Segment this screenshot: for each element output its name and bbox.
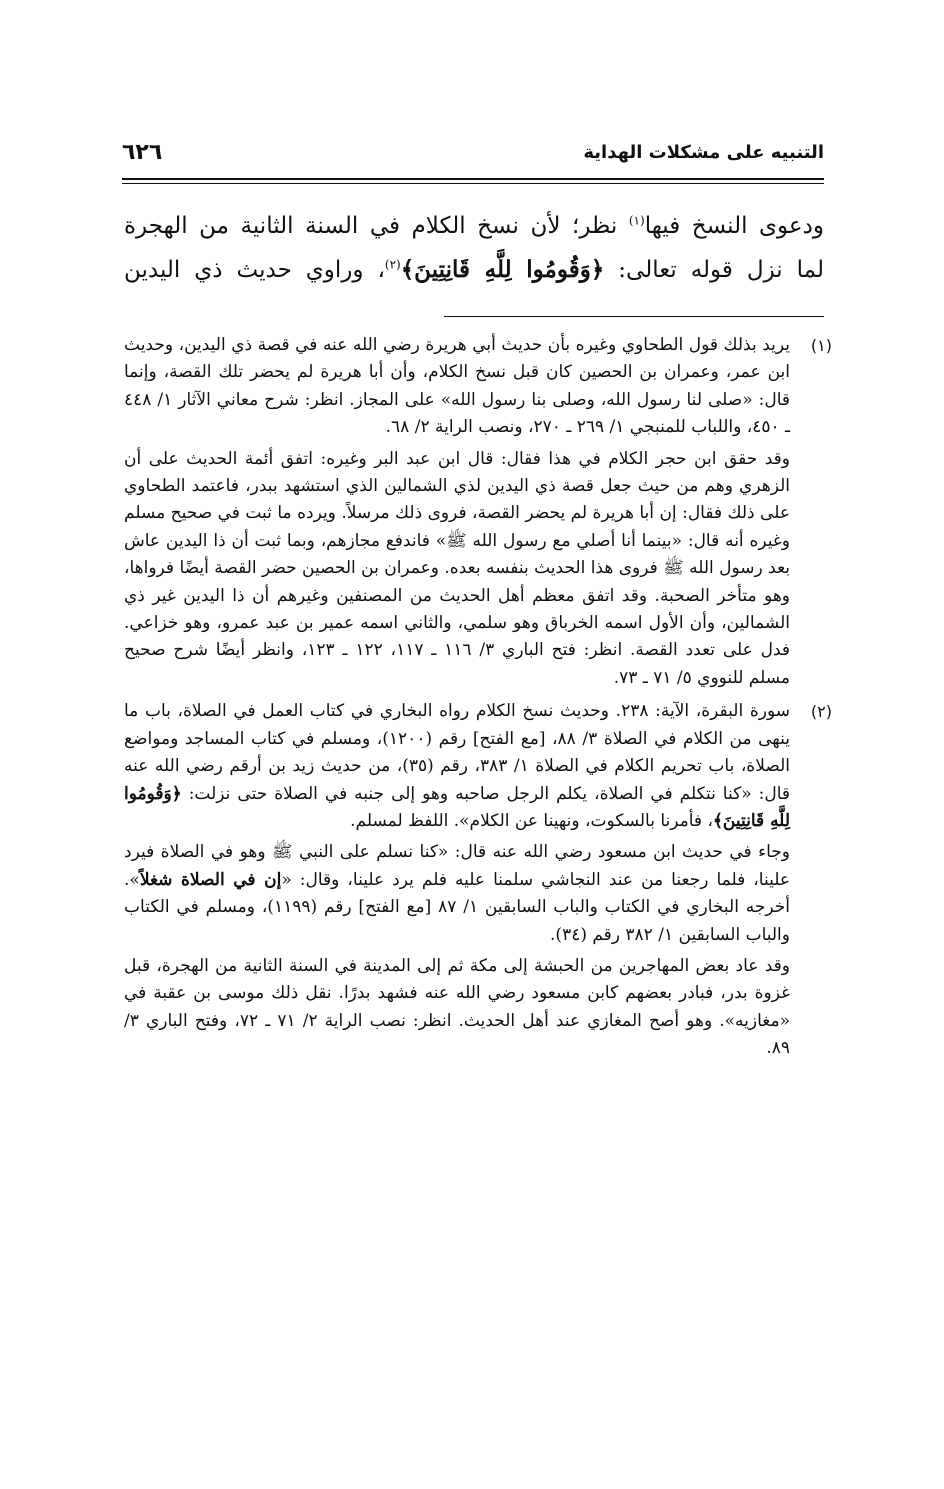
footnotes	[124, 332, 832, 1069]
header-title: التنبيه على مشكلات الهداية	[583, 142, 824, 163]
footnote-paragraph: وقد عاد بعض المهاجرين من الحبشة إلى مكة ثم إلى المدينة في السنة الثانية من الهجرة، قبل غزوة بدر، فبادر بعضهم كابن مسعود رضي الله عنه فشهد بدرًا. نقل ذلك موسى بن عقبة في «مغازيه». وهو أصح المغازي عند أهل الحديث. انظر: نصب الراية ٢/ ٧١ ـ ٧٢، وفتح الباري ٣/ ٨٩.	[124, 955, 791, 1059]
footnote-number: (٢)	[810, 702, 832, 722]
footnote-1	[124, 332, 832, 692]
quran-verse: ﴿وَقُومُوا لِلَّهِ قَانِتِينَ﴾	[124, 783, 790, 831]
hadith-quote: إن في الصلاة شغلاً	[139, 869, 282, 890]
running-header	[122, 140, 824, 176]
main-text-line: ودعوى النسخ فيها$^{(١)}$ نظر؛ لأن نسخ الكلام في السنة الثانية من الهجرة	[124, 213, 824, 239]
header-rule	[122, 178, 824, 180]
footnote-paragraph: وقد حقق ابن حجر الكلام في هذا فقال: قال ابن عبد البر وغيره: اتفق أئمة الحديث على أن الزهري وهم من حيث جعل قصة ذي اليدين لذي الشمالين الذي استشهد ببدر، فاعتمد الطحاوي على ذلك فقال: إن أبا هريرة لم يحضر القصة، فروى ذلك مرسلاً. ويرده ما ثبت في صحيح مسلم وغيره أنه قال: «بينما أنا أصلي مع رسول الله ﷺ» فاندفع مجازهم، وبما ثبت أن ذا اليدين عاش بعد رسول الله ﷺ فروى هذا الحديث بنفسه بعده. وعمران بن الحصين حضر القصة أيضًا فرواها، وهو متأخر الصحبة. وقد اتفق معظم أهل الحديث من المصنفين وغيرهم أن ذا اليدين غير ذي الشمالين، وأن الأول اسمه الخرباق وهو سلمي، والثاني اسمه عمير بن عبد عمرو، وهو خزاعي. فدل على تعدد القصة. انظر: فتح الباري ٣/ ١١٦ ـ ١١٧، ١٢٢ ـ ١٢٣، وانظر أيضًا شرح صحيح مسلم للنووي ٥/ ٧١ ـ ٧٣.	[123, 448, 791, 688]
main-text-line: لما نزل قوله تعالى: ﴿وَقُومُوا لِلَّهِ قَانِتِينَ﴾$^{(٢)}$، وراوي حديث ذي اليدين	[124, 256, 824, 283]
footnote-paragraph: سورة البقرة، الآية: ٢٣٨. وحديث نسخ الكلام رواه البخاري في كتاب العمل في الصلاة، باب ما ينهى من الكلام في الصلاة ٣/ ٨٨، [مع الفتح] رقم (١٢٠٠)، ومسلم في كتاب المساجد ومواضع الصلاة، باب تحريم الكلام في الصلاة ١/ ٣٨٣، رقم (٣٥)، من حديث زيد بن أرقم رضي الله عنه قال: «كنا نتكلم في الصلاة، يكلم الرجل صاحبه وهو إلى جنبه في الصلاة حتى نزلت: ﴿وَقُومُوا لِلَّهِ قَانِتِينَ﴾، فأمرنا بالسكوت، ونهينا عن الكلام». اللفظ لمسلم.	[124, 701, 791, 831]
footnote-separator	[444, 316, 824, 317]
footnote-paragraph: يريد بذلك قول الطحاوي وغيره بأن حديث أبي هريرة رضي الله عنه في قصة ذي اليدين، وحديث ابن عمر، وعمران بن الحصين كان قبل نسخ الكلام، وأن أبا هريرة لم يحضر تلك القصة، وإنما قال: «صلى لنا رسول الله، وصلى بنا رسول الله» على المجاز. انظر: شرح معاني الآثار ١/ ٤٤٨ ـ ٤٥٠، واللباب للمنبجي ١/ ٢٦٩ ـ ٢٧٠، ونصب الراية ٢/ ٦٨.	[124, 335, 790, 438]
header-rule-thin	[122, 183, 824, 184]
footnote-ref[interactable]: (٢)	[384, 257, 401, 272]
footnote-ref[interactable]: (١)	[628, 213, 645, 228]
footnote-paragraph: وجاء في حديث ابن مسعود رضي الله عنه قال: «كنا نسلم على النبي ﷺ وهو في الصلاة فيرد علينا، فلما رجعنا من عند النجاشي سلمنا عليه فلم يرد علينا، وقال: «إن في الصلاة شغلاً». أخرجه البخاري في الكتاب والباب السابقين ١/ ٨٧ [مع الفتح] رقم (١١٩٩)، ومسلم في الكتاب والباب السابقين ١/ ٣٨٢ رقم (٣٤).	[124, 842, 791, 945]
main-text	[124, 204, 824, 292]
page-number: ٦٢٦	[122, 140, 163, 165]
footnote-2	[124, 698, 832, 1062]
quran-verse: ﴿وَقُومُوا لِلَّهِ قَانِتِينَ﴾	[400, 256, 605, 283]
footnote-number: (١)	[810, 336, 832, 355]
